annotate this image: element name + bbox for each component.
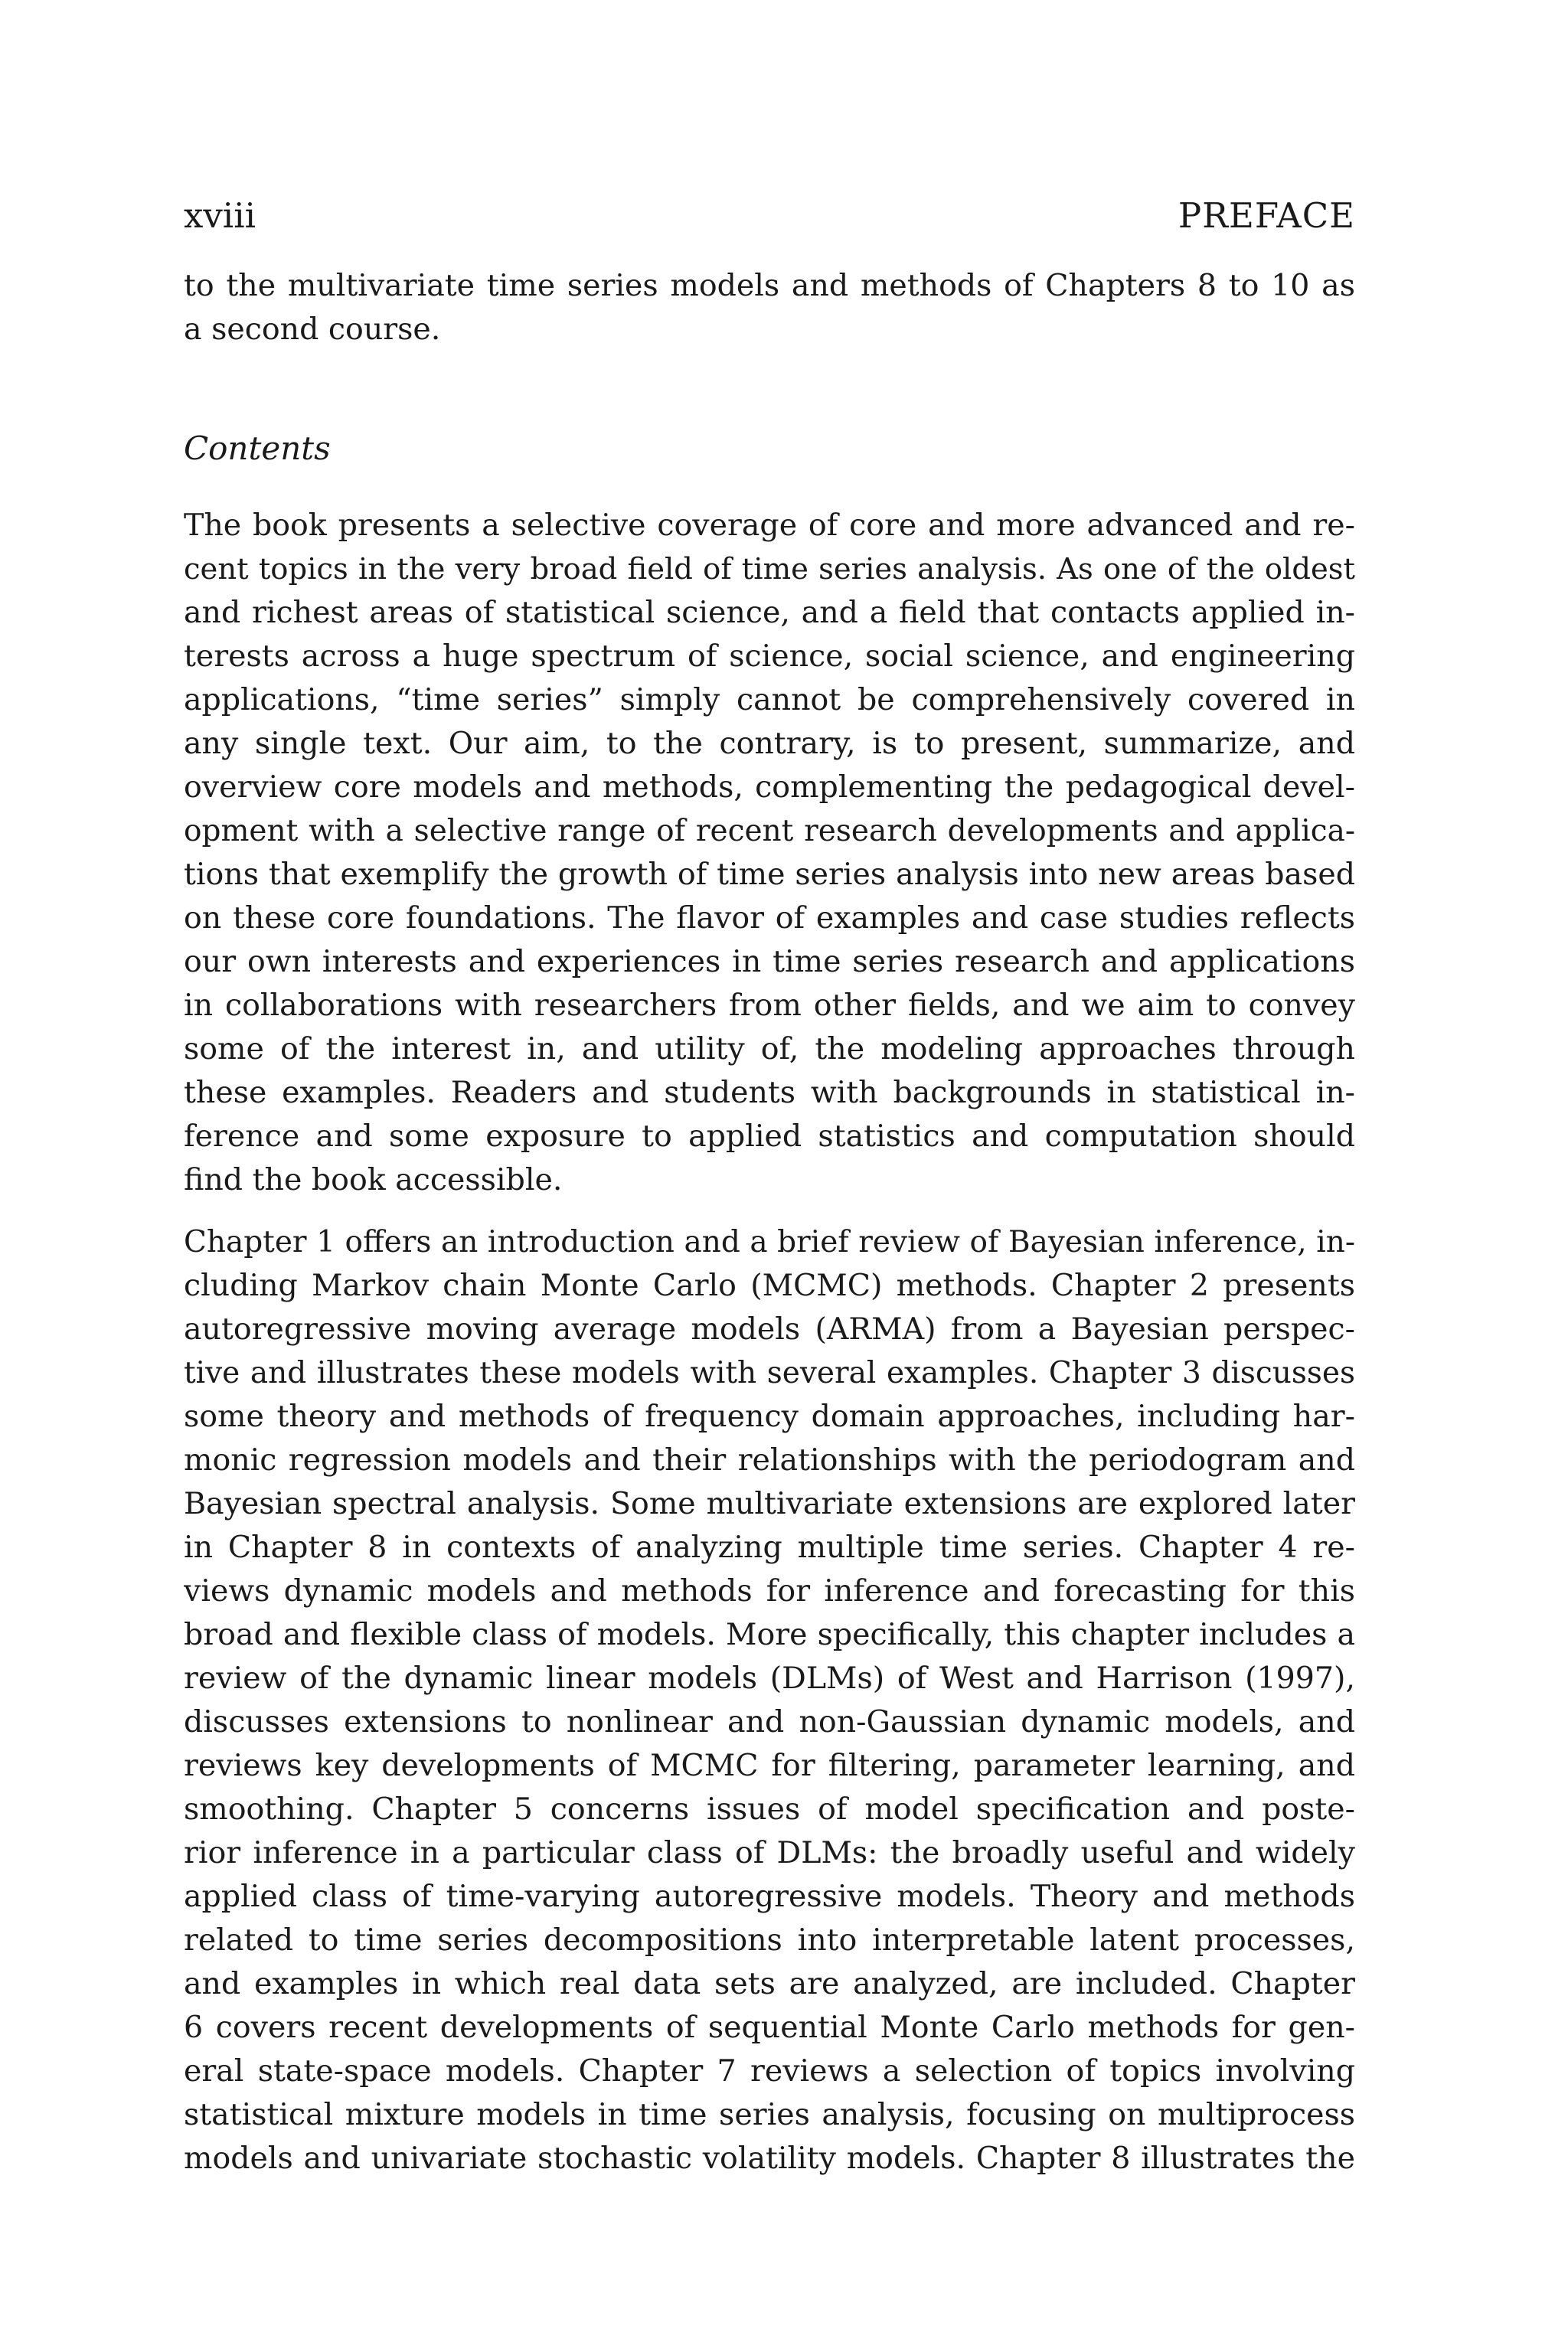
- text-line: Chapter 1 offers an introduction and a brief review of Bayesian inference, in-: [184, 1225, 1355, 1259]
- text-line: overview core models and methods, complementing the pedagogical devel-: [184, 769, 1355, 805]
- text-line: tions that exemplify the growth of time series analysis into new areas based: [184, 857, 1355, 892]
- text-line: in collaborations with researchers from other fields, and we aim to convey: [184, 988, 1355, 1023]
- text-line: autoregressive moving average models (ARMA) from a Bayesian perspec-: [184, 1312, 1355, 1347]
- text-line: and richest areas of statistical science, and a field that contacts applied in-: [184, 595, 1355, 630]
- text-line: 6 covers recent developments of sequential Monte Carlo methods for gen-: [184, 2010, 1355, 2045]
- text-line: cluding Markov chain Monte Carlo (MCMC) methods. Chapter 2 presents: [184, 1268, 1355, 1303]
- text-line: some of the interest in, and utility of, the modeling approaches through: [184, 1031, 1355, 1067]
- text-line: some theory and methods of frequency domain approaches, including har-: [184, 1399, 1355, 1434]
- text-line: models and univariate stochastic volatility models. Chapter 8 illustrates the: [184, 2141, 1355, 2176]
- text-line: find the book accessible.: [184, 1162, 563, 1197]
- text-line: review of the dynamic linear models (DLMs) of West and Harrison (1997),: [184, 1661, 1355, 1696]
- text-line: cent topics in the very broad field of time series analysis. As one of the oldest: [184, 552, 1355, 586]
- text-line: these examples. Readers and students with backgrounds in statistical in-: [184, 1075, 1355, 1110]
- section-heading: Contents: [184, 430, 331, 467]
- text-line: eral state-space models. Chapter 7 reviews a selection of topics involving: [184, 2053, 1355, 2089]
- text-line: applications, “time series” simply cannot be comprehensively covered in: [184, 682, 1355, 717]
- text-line: smoothing. Chapter 5 concerns issues of model specification and poste-: [184, 1792, 1355, 1827]
- text-line: to the multivariate time series models and methods of Chapters 8 to 10 as: [184, 268, 1355, 303]
- text-line: views dynamic models and methods for inference and forecasting for this: [184, 1573, 1355, 1609]
- text-line: opment with a selective range of recent research developments and applica-: [184, 814, 1355, 848]
- text-line: statistical mixture models in time series analysis, focusing on multiprocess: [184, 2097, 1355, 2132]
- text-line: a second course.: [184, 312, 441, 347]
- text-line: rior inference in a particular class of DLMs: the broadly useful and widely: [184, 1835, 1355, 1870]
- text-line: Bayesian spectral analysis. Some multivariate extensions are explored later: [184, 1486, 1355, 1521]
- text-line: discusses extensions to nonlinear and non-Gaussian dynamic models, and: [184, 1704, 1355, 1740]
- running-header: [184, 193, 1355, 239]
- text-line: related to time series decompositions into interpretable latent processes,: [184, 1922, 1355, 1958]
- text-line: our own interests and experiences in time series research and applications: [184, 944, 1355, 979]
- text-line: on these core foundations. The flavor of examples and case studies reflects: [184, 900, 1355, 936]
- text-line: and examples in which real data sets are analyzed, are included. Chapter: [184, 1966, 1355, 2001]
- text-line: ference and some exposure to applied statistics and computation should: [184, 1119, 1355, 1154]
- text-line: in Chapter 8 in contexts of analyzing multiple time series. Chapter 4 re-: [184, 1530, 1355, 1565]
- page-number: xviii: [184, 195, 256, 236]
- text-line: terests across a huge spectrum of science, social science, and engineering: [184, 639, 1355, 674]
- text-line: reviews key developments of MCMC for filtering, parameter learning, and: [184, 1748, 1355, 1783]
- text-line: broad and flexible class of models. More specifically, this chapter includes a: [184, 1617, 1355, 1652]
- text-line: applied class of time-varying autoregressive models. Theory and methods: [184, 1879, 1355, 1914]
- section-title: PREFACE: [1178, 195, 1355, 236]
- text-line: The book presents a selective coverage of core and more advanced and re-: [184, 508, 1355, 543]
- text-line: any single text. Our aim, to the contrary, is to present, summarize, and: [184, 726, 1355, 761]
- text-line: monic regression models and their relationships with the periodogram and: [184, 1442, 1355, 1478]
- text-line: tive and illustrates these models with several examples. Chapter 3 discusses: [184, 1356, 1355, 1390]
